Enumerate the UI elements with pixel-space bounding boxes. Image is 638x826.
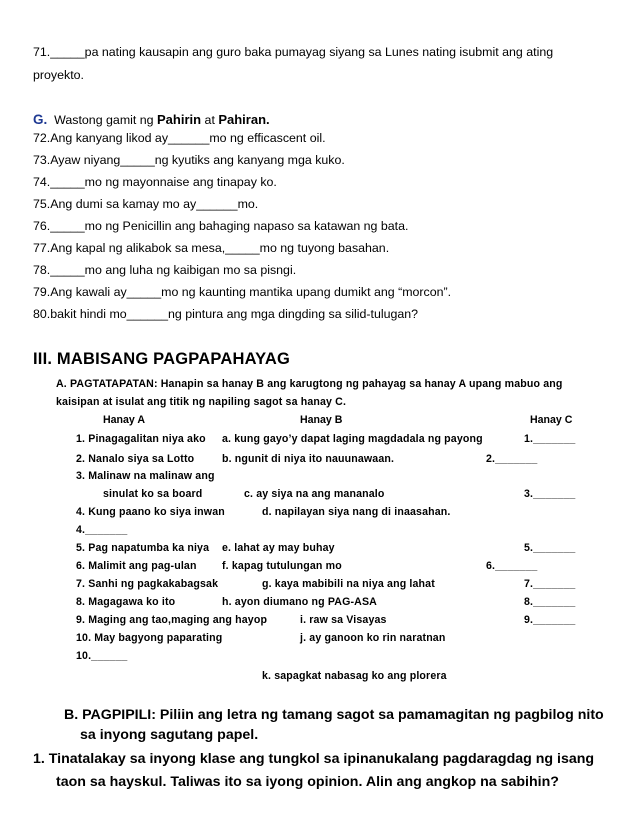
hanay-b-item-g: g. kaya mabibili na niya ang lahat — [262, 578, 435, 590]
item-79: 79.Ang kawali ay_____mo ng kaunting mantika upang dumikt ang “morcon”. — [33, 285, 452, 299]
hanay-b-item-h: h. ayon diumano ng PAG-ASA — [222, 596, 377, 608]
hanay-b-item-i: i. raw sa Visayas — [300, 614, 387, 626]
hanay-b-item-j: j. ay ganoon ko rin naratnan — [300, 632, 446, 644]
column-header-a: Hanay A — [103, 414, 145, 426]
hanay-a-item-1: 1. Pinagagalitan niya ako — [76, 433, 206, 445]
hanay-a-item-5: 5. Pag napatumba ka niya — [76, 542, 210, 554]
section-g-letter: G. — [33, 112, 48, 127]
hanay-c-blank-3: 3._______ — [524, 488, 576, 500]
hanay-a-item-3-line2: sinulat ko sa board — [103, 488, 203, 500]
hanay-a-item-4: 4. Kung paano ko siya inwan — [76, 506, 225, 518]
hanay-c-blank-8: 8._______ — [524, 596, 576, 608]
hanay-c-blank-2: 2._______ — [486, 453, 538, 465]
hanay-a-item-7: 7. Sanhi ng pagkakabagsak — [76, 578, 219, 590]
column-header-b: Hanay B — [300, 414, 343, 426]
hanay-a-item-10: 10. May bagyong paparating — [76, 632, 223, 644]
item-80: 80.bakit hindi mo______ng pintura ang mga dingding sa silid-tulugan? — [33, 307, 419, 321]
section-g-word2: Pahiran. — [218, 112, 270, 127]
part-b-instructions-line2: sa inyong sagutang papel. — [80, 727, 259, 743]
item-78: 78._____mo ang luha ng kaibigan mo sa pisngi. — [33, 263, 297, 277]
question-1-line2: taon sa hayskul. Taliwas ito sa iyong opinion. Alin ang angkop na sabihin? — [56, 774, 559, 790]
hanay-c-blank-9: 9._______ — [524, 614, 576, 626]
hanay-a-item-6: 6. Malimit ang pag-ulan — [76, 560, 197, 572]
section-g-title-pre: Wastong gamit ng — [54, 113, 154, 127]
hanay-b-item-e: e. lahat ay may buhay — [222, 542, 335, 554]
question-1-line1: 1. Tinatalakay sa inyong klase ang tungkol sa ipinanukalang pagdaragdag ng isang — [33, 751, 595, 767]
hanay-a-item-2: 2. Nanalo siya sa Lotto — [76, 453, 195, 465]
item-71-line2: proyekto. — [33, 68, 84, 82]
section-iii-title: III. MABISANG PAGPAPAHAYAG — [33, 350, 291, 368]
hanay-a-item-9: 9. Maging ang tao,maging ang hayop — [76, 614, 268, 626]
item-72: 72.Ang kanyang likod ay______mo ng efficascent oil. — [33, 131, 326, 145]
column-header-c: Hanay C — [530, 414, 573, 426]
hanay-c-blank-5: 5._______ — [524, 542, 576, 554]
item-75: 75.Ang dumi sa kamay mo ay______mo. — [33, 197, 259, 211]
item-76: 76._____mo ng Penicillin ang bahaging napaso sa katawan ng bata. — [33, 219, 409, 233]
item-71-line1: 71._____pa nating kausapin ang guro baka pumayag siyang sa Lunes nating isubmit ang ating — [33, 45, 554, 59]
hanay-b-item-k: k. sapagkat nabasag ko ang plorera — [262, 670, 447, 682]
section-g-word1: Pahirin — [157, 112, 202, 127]
hanay-c-blank-10: 10.______ — [76, 650, 128, 662]
hanay-a-item-3-line1: 3. Malinaw na malinaw ang — [76, 470, 215, 482]
hanay-c-blank-4: 4._______ — [76, 524, 128, 536]
hanay-a-item-8: 8. Magagawa ko ito — [76, 596, 176, 608]
section-g-conj: at — [204, 113, 215, 127]
section-g-heading — [33, 112, 270, 128]
hanay-c-blank-6: 6._______ — [486, 560, 538, 572]
hanay-b-item-f: f. kapag tutulungan mo — [222, 560, 342, 572]
item-74: 74._____mo ng mayonnaise ang tinapay ko. — [33, 175, 277, 189]
hanay-b-item-d: d. napilayan siya nang di inaasahan. — [262, 506, 451, 518]
hanay-b-item-a: a. kung gayo’y dapat laging magdadala ng payong — [222, 433, 483, 445]
part-b-instructions-line1: B. PAGPIPILI: Piliin ang letra ng tamang sagot sa pamamagitan ng pagbilog nito — [64, 707, 604, 723]
item-73: 73.Ayaw niyang_____ng kyutiks ang kanyang mga kuko. — [33, 153, 345, 167]
hanay-c-blank-1: 1._______ — [524, 433, 576, 445]
hanay-b-item-b: b. ngunit di niya ito nauunawaan. — [222, 453, 395, 465]
part-a-instructions-line2: kaisipan at isulat ang titik ng napiling sagot sa hanay C. — [56, 396, 347, 408]
hanay-b-item-c: c. ay siya na ang mananalo — [244, 488, 385, 500]
hanay-c-blank-7: 7._______ — [524, 578, 576, 590]
part-a-instructions-line1: A. PAGTATAPATAN: Hanapin sa hanay B ang karugtong ng pahayag sa hanay A upang mabuo ang — [56, 378, 563, 390]
item-77: 77.Ang kapal ng alikabok sa mesa,_____mo ng tuyong basahan. — [33, 241, 390, 255]
